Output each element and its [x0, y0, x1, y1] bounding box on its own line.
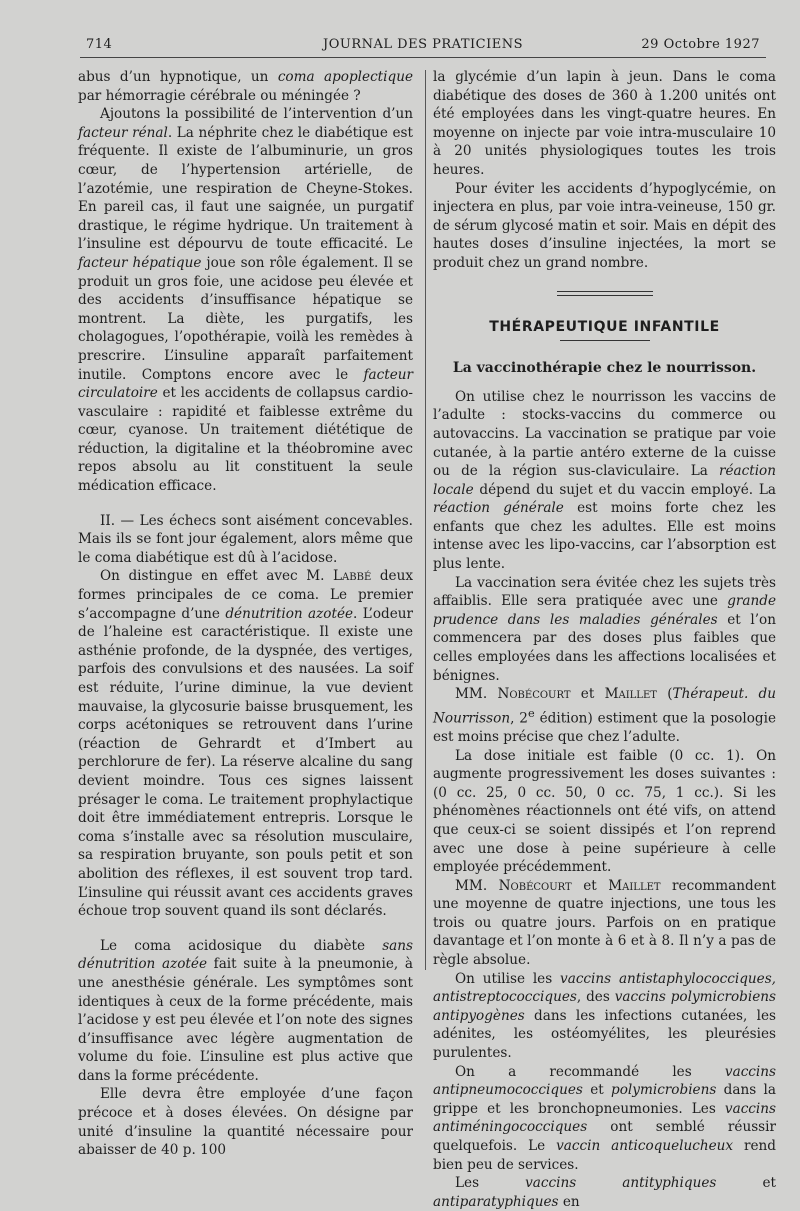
article-title: La vaccinothérapie chez le nourrisson.: [452, 360, 757, 377]
paragraph: abus d’un hypnotique, un coma apoplectique par hémorragie cérébrale ou méningée ?: [78, 69, 413, 104]
paragraph: On utilise les vaccins antistaphylococciques, antistreptococciques, des vaccins polymicrobiens antipyogènes dans les infections cutanées, les adénites, les ostéomyélites, les pleurésies purulentes.: [433, 970, 777, 1062]
issue-date: 29 Octobre 1927: [641, 37, 760, 52]
paragraph: On utilise chez le nourrisson les vaccins de l’adulte : stocks-vaccins du commerce ou autovaccins. La vaccination se pratique par voie cutanée, à la partie antéro externe de la cuisse ou de la région sus-claviculaire. La réaction locale dépend du sujet et du vaccin employé. La réaction générale est moins forte chez les enfants que chez les adultes. Elle est moins intense avec les lipo-vaccins, car l’absorption est plus lente.: [433, 388, 776, 573]
paragraph: Ajoutons la possibilité de l’intervention d’un facteur rénal. La néphrite chez le diabétique est fréquente. Il existe de l’albuminurie, un gros cœur, de l’hypertension artérielle, de l’azotémie, une respiration de Cheyne-Stokes. En pareil cas, il faut une saignée, un purgatif drastique, le régime hydrique. Un traitement à l’insuline est dépourvu de toute efficacité. Le facteur hépatique joue son rôle également. Il se produit un gros foie, une acidose peu élevée et des accidents d’insuffisance hépatique se montrent. La diète, les purgatifs, les cholagogues, l’opothérapie, voilà les remèdes à prescrire. L’insuline apparaît parfaitement inutile. Comptons encore avec le facteur circulatoire et les accidents de collapsus cardio-vasculaire : rapidité et faiblesse extrême du cœur, cyanose. Un traitement diététique de réduction, la digitaline et la théobromine avec repos absolu au lit constituent la seule médication efficace.: [78, 106, 413, 495]
page-number: 714: [86, 37, 113, 52]
author-name: Maillet: [608, 877, 661, 894]
paragraph: Les vaccins antityphiques et antiparatyphiques en: [433, 1175, 776, 1210]
left-column: [78, 68, 413, 1160]
paragraph: II. — Les échecs sont aisément concevables. Mais ils se font jour également, alors même que le coma diabétique est dû à l’acidose.: [78, 512, 413, 566]
section-separator: [557, 291, 653, 296]
page-header: [86, 37, 760, 57]
section-underline: [560, 340, 650, 341]
paragraph: la glycémie d’un lapin à jeun. Dans le coma diabétique des doses de 360 à 1.200 unités ont été employées dans les vingt-quatre heures. En moyenne on injecte par voie intra-musculaire 10 à 20 unités physiologiques toutes les trois heures.: [433, 69, 776, 178]
author-name: Nobécourt: [497, 686, 571, 703]
paragraph: MM. Nobécourt et Maillet (Thérapeut. du Nourrisson, 2e édition) estiment que la posologie est moins précise que chez l’adulte.: [433, 686, 777, 745]
paragraph: On distingue en effet avec M. Labbé deux formes principales de ce coma. Le premier s’accompagne d’une dénutrition azotée. L’odeur de l’haleine est caractéristique. Il existe une asthénie profonde, de la dyspnée, des vertiges, parfois des convulsions et des nausées. La soif est réduite, l’urine diminue, la vue devient mauvaise, la glycosurie baisse brusquement, les corps acétoniques se retrouvent dans l’urine (réaction de Gehrardt et d’Imbert au perchlorure de fer). La réserve alcaline du sang devient moindre. Tous ces signes laissent présager le coma. Le traitement prophylactique doit être immédiatement entrepris. Lorsque le coma s’installe avec sa résolution musculaire, sa respiration bruyante, son pouls petit et son abolition des réflexes, il est souvent trop tard. L’insuline qui réussit avant ces accidents graves échoue trop souvent quand ils sont déclarés.: [78, 568, 414, 920]
header-rule: [80, 57, 766, 58]
paragraph: On a recommandé les vaccins antipneumococciques et polymicrobiens dans la grippe et les bronchopneumonies. Les vaccins antiméningococciques ont semblé réussir quelquefois. Le vaccin anticoquelucheux rend bien peu de services.: [433, 1063, 776, 1173]
section-title: THÉRAPEUTIQUE INFANTILE: [489, 318, 720, 335]
right-column: [433, 68, 776, 1211]
paragraph: La dose initiale est faible (0 cc. 1). On augmente progressivement les doses suivantes : (0 cc. 25, 0 cc. 50, 0 cc. 75, 1 cc.). Si les phénomènes réactionnels ont été vifs, on attend que ceux-ci se soient dissipés et l’on reprend avec une dose à peine supérieure à celle employée précédemment.: [433, 747, 776, 876]
column-divider: [425, 70, 426, 970]
paragraph: Le coma acidosique du diabète sans dénutrition azotée fait suite à la pneumonie, à une anesthésie générale. Les symptômes sont identiques à ceux de la forme précédente, mais l’acidose y est peu élevée et l’on note des signes d’insuffisance avec légère augmentation de volume du foie. L’insuline est plus active que dans la forme précédente.: [78, 937, 414, 1084]
paragraph: Elle devra être employée d’une façon précoce et à doses élevées. On désigne par unité d’insuline la quantité nécessaire pour abaisser de 40 p. 100: [78, 1086, 413, 1159]
paragraph: MM. Nobécourt et Maillet recommandent une moyenne de quatre injections, une tous les trois ou quatre jours. Parfois on en pratique davantage et l’on monte à 6 et à 8. Il n’y a pas de règle absolue.: [433, 877, 777, 969]
paragraph: Pour éviter les accidents d’hypoglycémie, on injectera en plus, par voie intra-veineuse, 150 gr. de sérum glycosé matin et soir. Mais en dépit des hautes doses d’insuline injectées, la mort se produit chez un grand nombre.: [433, 180, 776, 271]
author-name: Nobécourt: [498, 877, 572, 894]
author-name: Labbé: [333, 568, 372, 585]
journal-title: JOURNAL DES PRATICIENS: [323, 37, 523, 52]
paragraph: La vaccination sera évitée chez les sujets très affaiblis. Elle sera pratiquée avec une grande prudence dans les maladies générales et l’on commencera par des doses plus faibles que celles employées dans les affections localisées et bénignes.: [433, 574, 776, 684]
author-name: Maillet: [604, 686, 657, 703]
